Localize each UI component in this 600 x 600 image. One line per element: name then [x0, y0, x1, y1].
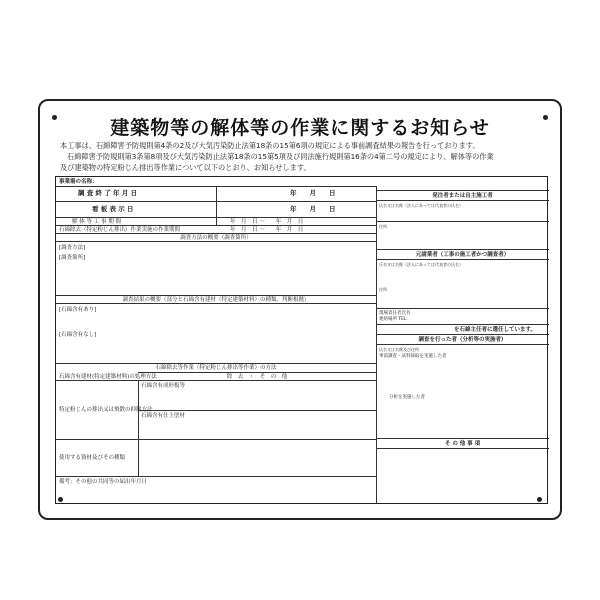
divider: [56, 217, 376, 218]
surveyor-sub2-label: 分析を実施した者: [389, 395, 425, 400]
demolition-period-label: 解 体 等 工 事 期 間: [72, 219, 121, 225]
notice-title: 建築物等の解体等の作業に関するお知らせ: [110, 117, 490, 139]
removal-sub-label: 除 去 ・ そ の 他: [226, 374, 288, 380]
divider: [56, 233, 376, 234]
contractor-name-label: 氏名又は名称（法人にあっては代表者の氏名）: [379, 203, 463, 208]
divider: [138, 372, 376, 373]
other-items-header: そ の 他 事 項: [444, 441, 481, 447]
asbestos-period-value: 年 月 日 ～ 年 月 日: [230, 227, 304, 233]
divider: [376, 200, 549, 201]
divider: [216, 186, 217, 225]
notes-label: 備考：その他の共同等の届出年月日: [59, 479, 148, 485]
divider: [376, 190, 549, 191]
divider: [56, 225, 376, 226]
materials-label: 使用する資材及びその種類: [59, 455, 126, 461]
divider: [56, 439, 376, 440]
prime-address-label: 住所: [379, 287, 387, 292]
site-manager-label: 現場責任者氏名: [379, 311, 411, 316]
prime-name-label: 氏名又は名称（法人にあっては代表者の氏名）: [379, 262, 463, 267]
removal-method-label: 石綿含有建材(特定建築材料)の処理方法: [59, 374, 157, 380]
divider: [56, 241, 376, 242]
intro-line-1: 本工事は、石綿障害予防規則第4条の2及び大気汚染防止法第18条の15第6項の規定による事前調査結果の報告を行っております。: [60, 141, 480, 150]
with-asbestos-paint-label: 石綿含有仕上塗材: [141, 413, 186, 419]
divider: [376, 438, 549, 439]
surveyor-header: 調査を行った者（分析等の実施者）: [418, 337, 507, 343]
intro-line-2: 石綿障害予防規則第3条第8項及び大気汚染防止法第18条の15第5項及び同法施行規則第16条の4第二号の規定により、解体等の作業: [67, 152, 494, 161]
divider: [56, 303, 376, 304]
divider: [376, 324, 549, 325]
asbestos-period-label: 石綿除去（特定粉じん排出）作業実施の作業期間: [59, 227, 181, 233]
survey-result-header: 調査結果の概要（部分と石綿含有建材（特定建築材料）の種類、判断根拠）: [122, 297, 310, 303]
divider: [138, 410, 376, 411]
survey-method-header: 調査方法の概要（調査箇所）: [180, 235, 252, 241]
sign-display-value: 年 月 日: [290, 205, 336, 213]
divider: [56, 476, 376, 477]
sign-display-label: 看 板 表 示 日: [92, 205, 134, 213]
survey-end-value: 年 月 日: [290, 189, 336, 197]
divider: [376, 448, 549, 449]
with-asbestos-label: 石綿含有成形板等: [141, 383, 186, 389]
asbestos-absent-label: [石綿含有なし]: [59, 332, 97, 338]
divider: [56, 295, 376, 296]
asbestos-chief-label: を石綿主任者に選任しています。: [454, 327, 537, 333]
divider: [376, 221, 549, 222]
removal-header: 石綿除去等作業（特定粉じん排出等作業）の方法: [155, 365, 277, 371]
divider: [56, 363, 376, 364]
surveyor-sub1-label: 事前調査・試料採取を実施した者: [379, 354, 447, 359]
survey-method-label: [調査方法]: [59, 245, 86, 251]
divider: [376, 344, 549, 345]
contractor-address-label: 住所: [379, 224, 387, 229]
survey-end-label: 調 査 終 了 年 月 日: [78, 189, 138, 197]
divider: [376, 259, 549, 260]
divider: [56, 380, 376, 381]
demolition-period-value: 年 月 日 ～ 年 月 日: [230, 219, 304, 225]
divider: [376, 249, 549, 250]
intro-text: [60, 140, 546, 173]
prime-contractor-header: 元請業者（工事の施工者かつ調査者）: [415, 252, 510, 258]
dust-prevention-label: 特定粉じんの排出又は飛散の抑制方法: [59, 407, 153, 413]
divider: [138, 380, 139, 476]
contact-label: 連絡場所 TEL: [379, 317, 407, 322]
contractor-header: 発注者または自主施工者: [432, 193, 493, 199]
survey-location-label: [調査箇所]: [59, 255, 86, 261]
notice-board: [38, 99, 562, 520]
site-name-label: 事業場の名称：: [59, 179, 98, 185]
divider: [376, 308, 549, 309]
intro-line-3: 及び建築物の特定粉じん排出等作業について以下のとおり、お知らせします。: [60, 163, 311, 172]
notice-form: [55, 176, 548, 504]
asbestos-present-label: [石綿含有あり]: [59, 307, 97, 313]
surveyor-name-label: 氏名又は名称及び住所: [379, 347, 419, 352]
divider: [376, 334, 549, 335]
